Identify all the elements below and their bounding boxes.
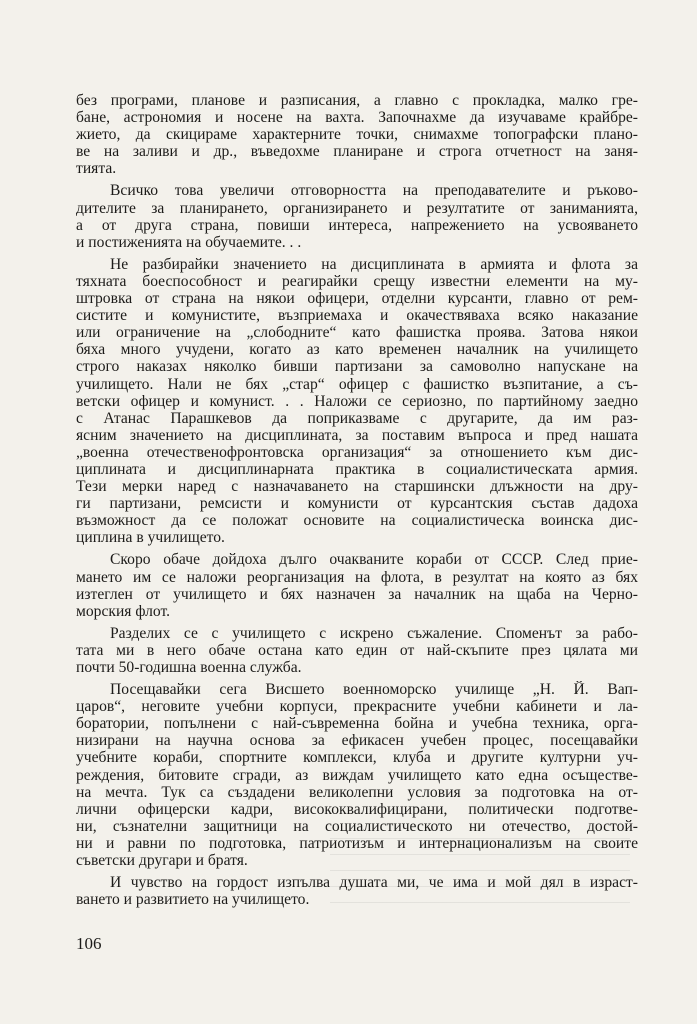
text-line: лични офицерски кадри, висококвалифицирани, политически подготве- bbox=[76, 800, 638, 818]
text-line: штровка от страна на някои офицери, отделни курсанти, главно от рем- bbox=[76, 290, 638, 308]
text-line: Разделих се с училището с искрено съжаление. Споменът за рабо- bbox=[110, 624, 638, 642]
paragraph bbox=[76, 182, 638, 250]
text-line: циплината и дисциплинарната практика в социалистическата армия. bbox=[76, 460, 638, 478]
text-line: без програми, планове и разписания, а главно с прокладка, малко гре- bbox=[76, 92, 638, 109]
text-line: бане, астрономия и носене на вахта. Започнахме да изучаваме крайбре- bbox=[76, 109, 638, 127]
text-line: ветски офицер и комунист. . . Наложи се сериозно, по партийному заедно bbox=[76, 392, 638, 410]
text-line: боратории, попълнени с най-съвременна бойна и учебна техника, орга- bbox=[76, 715, 638, 733]
body-text bbox=[76, 92, 638, 908]
text-line: мането им се наложи реорганизация на флота, в резултат на която аз бях bbox=[76, 568, 638, 586]
text-line: строго наказах няколко бивши партизани за самоволно напускане на bbox=[76, 358, 638, 376]
text-line: тяхната боеспособност и реагирайки срещу известни елементи на му- bbox=[76, 272, 638, 290]
text-line: а от друга страна, повиши интереса, напрежението на усвояването bbox=[76, 216, 638, 234]
text-line: възможност да се положат основите на социалистическа воинска дис- bbox=[76, 512, 638, 530]
paragraph bbox=[76, 256, 638, 547]
text-line: почти 50-годишна военна служба. bbox=[76, 659, 302, 676]
paragraph bbox=[76, 681, 638, 869]
text-line: циплина в училището. bbox=[76, 529, 225, 547]
text-line: ве на заливи и др., въведохме планиране и строга отчетност на заня- bbox=[76, 143, 638, 161]
text-line: съветски другари и братя. bbox=[76, 852, 248, 870]
text-line: училището. Нали не бях „стар“ офицер с фашистко възпитание, а съ- bbox=[76, 375, 638, 393]
text-line: Скоро обаче дойдоха дълго очакваните кораби от СССР. След прие- bbox=[110, 551, 638, 569]
text-line: тията. bbox=[76, 160, 117, 178]
text-line: с Атанас Парашкевов да поприказваме с другарите, да им раз- bbox=[76, 409, 638, 427]
text-line: Тези мерки наред с назначаването на старшински длъжности на дру- bbox=[76, 478, 638, 496]
paragraph bbox=[76, 625, 638, 676]
text-line: ясним значението на дисциплината, за поставим въпроса и пред нашата bbox=[76, 426, 638, 444]
text-line: Посещавайки сега Висшето военноморско училище „Н. Й. Вап- bbox=[110, 681, 638, 699]
text-line: жието, да скицираме характерните точки, снимахме топографски плано- bbox=[76, 126, 638, 144]
text-line: или ограничение на „слободните“ като фашистка проява. Затова някои bbox=[76, 324, 638, 342]
paragraph bbox=[76, 874, 638, 908]
text-line: изтеглен от училището и бях назначен за началник на щаба на Черно- bbox=[76, 585, 638, 603]
text-line: систите и комунистите, възприемаха и окачествяваха всяко наказание bbox=[76, 307, 638, 325]
text-line: дителите за планирането, организирането и резултатите от заниманията, bbox=[76, 199, 638, 217]
text-line: И чувство на гордост изпълва душата ми, че има и мой дял в израст- bbox=[110, 874, 638, 892]
text-line: бяха много учудени, когато аз като временен началник на училището bbox=[76, 341, 638, 359]
text-line: учебните кораби, спортните комплекси, клуба и другите културни уч- bbox=[76, 749, 638, 767]
text-line: реждения, битовите сгради, аз виждам училището като една осъществе- bbox=[76, 766, 638, 784]
text-line: Не разбирайки значението на дисциплината в армията и флота за bbox=[110, 255, 638, 273]
text-line: царов“, неговите учебни корпуси, прекрасните учебни кабинети и ла- bbox=[76, 698, 638, 716]
text-line: ването и развитието на училището. bbox=[76, 891, 310, 909]
text-line: тата ми в него обаче остана като един от най-скъпите през цялата ми bbox=[76, 641, 638, 659]
text-line: и постиженията на обучаемите. . . bbox=[76, 233, 302, 251]
text-line: Всичко това увеличи отговорността на преподавателите и ръково- bbox=[110, 182, 638, 200]
text-line: ни, съзнателни защитници на социалистическото ни отечество, достой- bbox=[76, 817, 638, 835]
text-line: на мечта. Тук са създадени великолепни условия за подготовка на от- bbox=[76, 783, 638, 801]
paragraph bbox=[76, 551, 638, 619]
text-line: ни и равни по подготовка, патриотизъм и интернационализъм на своите bbox=[76, 834, 638, 852]
text-line: „военна отечественофронтовска организация“ за отношението към дис- bbox=[76, 443, 638, 461]
text-line: ги партизани, ремсисти и комунисти от курсантския състав дадоха bbox=[76, 495, 638, 513]
paragraph bbox=[76, 92, 638, 177]
page-number: 106 bbox=[76, 934, 102, 953]
text-line: морския флот. bbox=[76, 602, 171, 620]
text-line: низирани на научна основа за ефикасен учебен процес, посещавайки bbox=[76, 732, 638, 750]
